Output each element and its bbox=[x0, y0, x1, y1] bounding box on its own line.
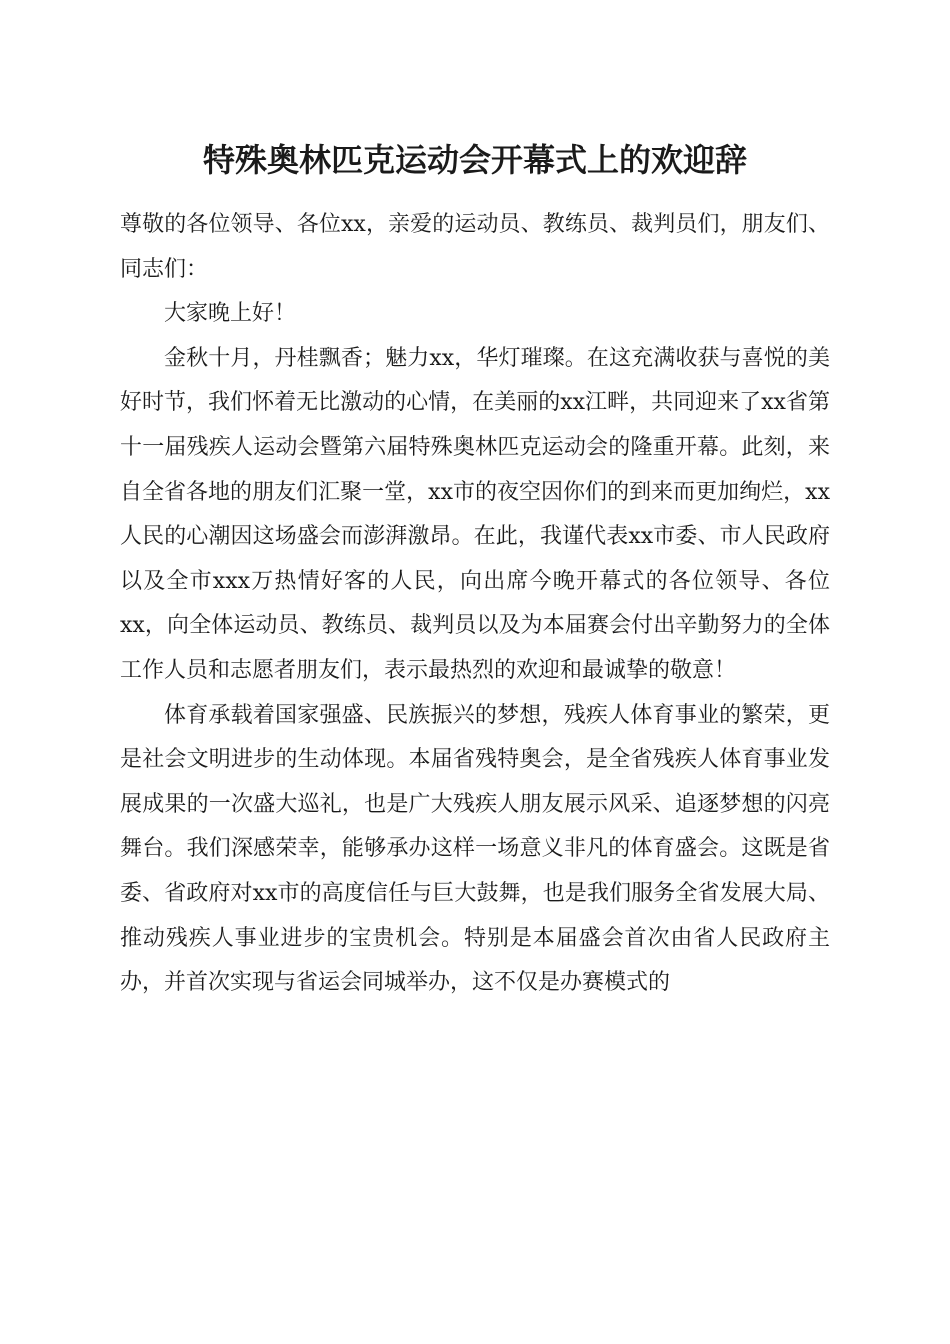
body-paragraph: 体育承载着国家强盛、民族振兴的梦想，残疾人体育事业的繁荣，更是社会文明进步的生动体现。本届省残特奥会，是全省残疾人体育事业发展成果的一次盛大巡礼，也是广大残疾人朋友展示风采、追逐梦想的闪亮舞台。我们深感荣幸，能够承办这样一场意义非凡的体育盛会。这既是省委、省政府对xx市的高度信任与巨大鼓舞，也是我们服务全省发展大局、推动残疾人事业进步的宝贵机会。特别是本届盛会首次由省人民政府主办，并首次实现与省运会同城举办，这不仅是办赛模式的 bbox=[120, 702, 830, 996]
greeting-paragraph: 大家晚上好！ bbox=[164, 301, 297, 327]
document-title: 特殊奥林匹克运动会开幕式上的欢迎辞 bbox=[202, 141, 747, 179]
document-body bbox=[120, 203, 830, 1006]
body-paragraph: 金秋十月，丹桂飘香；魅力xx，华灯璀璨。在这充满收获与喜悦的美好时节，我们怀着无比激动的心情，在美丽的xx江畔，共同迎来了xx省第十一届残疾人运动会暨第六届特殊奥林匹克运动会的隆重开幕。此刻，来自全省各地的朋友们汇聚一堂，xx市的夜空因你们的到来而更加绚烂，xx人民的心潮因这场盛会而澎湃激昂。在此，我谨代表xx市委、市人民政府以及全市xxx万热情好客的人民，向出席今晚开幕式的各位领导、各位xx，向全体运动员、教练员、裁判员以及为本届赛会付出辛勤努力的全体工作人员和志愿者朋友们，表示最热烈的欢迎和最诚挚的敬意！ bbox=[120, 345, 830, 683]
salutation-paragraph: 尊敬的各位领导、各位xx，亲爱的运动员、教练员、裁判员们，朋友们、同志们： bbox=[120, 212, 830, 282]
